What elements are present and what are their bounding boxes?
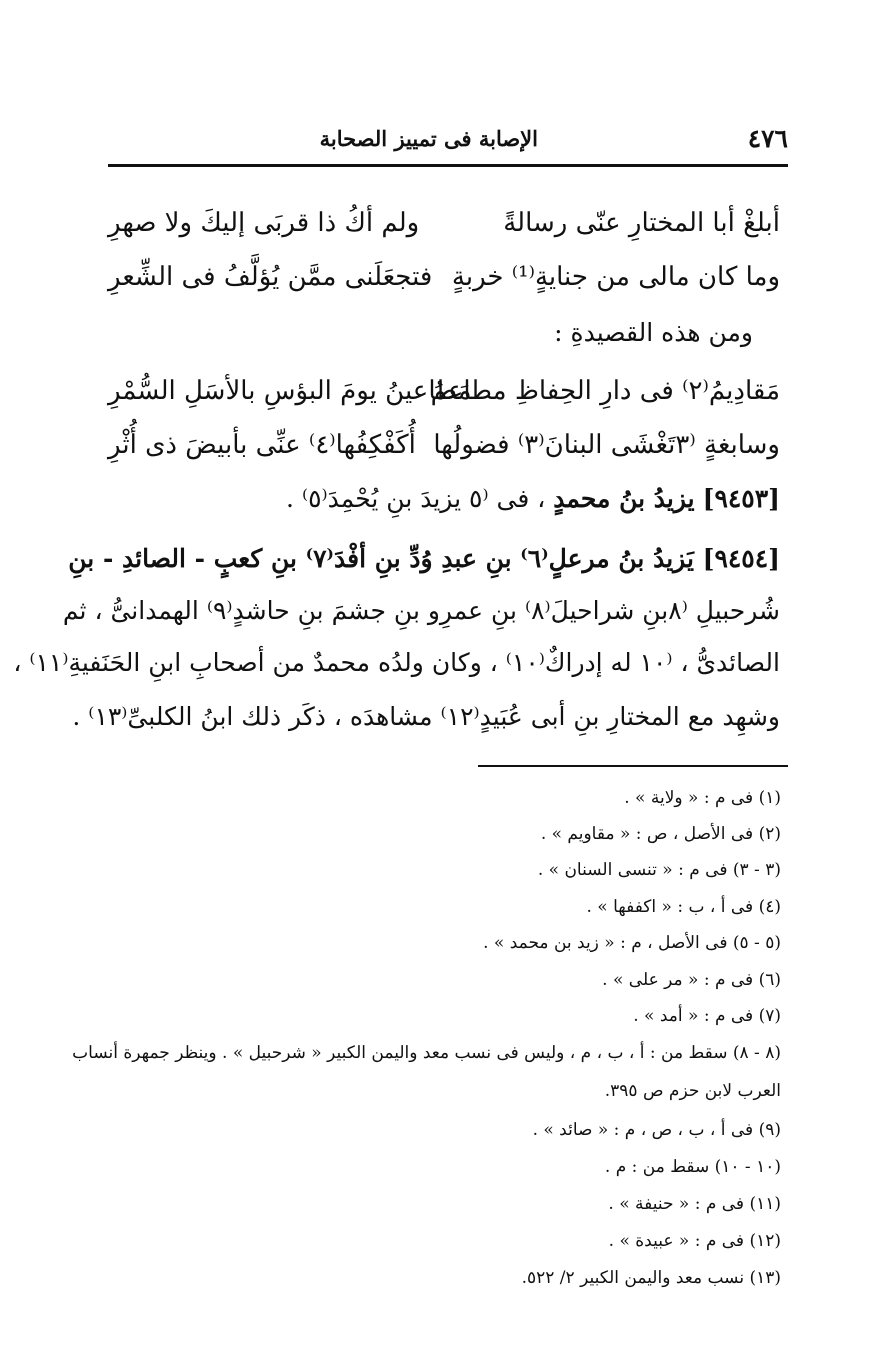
entry-9454-line: [٩٤٥٤] يَزيدُ بنُ مرعلٍ⁽٦⁾ بنِ عبدِ وُدِّ بنِ أفْدَ⁽٧⁾ بنِ كعبٍ - الصائدِ - بنِ xyxy=(68,544,780,573)
verse-line xyxy=(108,430,780,482)
verse-line xyxy=(108,376,780,428)
verse-hemistich-left: فتجعَلَنى ممَّن يُؤلَّفُ فى الشِّعرِ xyxy=(108,262,433,292)
footnote: (١٣) نسب معد واليمن الكبير ٢/ ٥٢٢. xyxy=(521,1268,781,1288)
verse-hemistich-left: مَطاعينُ يومَ البؤسِ بالأسَلِ السُّمْرِ xyxy=(108,376,472,406)
footnote-continuation: العرب لابن حزم ص ٣٩٥. xyxy=(604,1081,781,1101)
entry-9454-line: وشهِد مع المختارِ بنِ أبى عُبَيدٍ⁽١٢⁾ مشاهدَه ، ذكَر ذلك ابنُ الكلبىِّ⁽١٣⁾ . xyxy=(72,702,780,731)
entry-9453 xyxy=(108,484,780,513)
verse-hemistich-right: مَقادِيمُ⁽٢⁾ فى دارِ الحِفاظِ مطاعمُ xyxy=(430,376,780,406)
footnote: (٤) فى أ ، ب : « اكففها » . xyxy=(586,897,781,917)
qasida-intro: ومن هذه القصيدةِ : xyxy=(554,318,753,347)
footnote: (٣ - ٣) فى م : « تنسى السنان » . xyxy=(537,860,781,880)
entry-number: [٩٤٥٣] xyxy=(702,484,780,513)
page-header xyxy=(108,118,788,158)
entry-9454-line: شُرحبيلِ ⁽٨بنِ شراحيلَ⁽٨⁾ بنِ عمرِو بنِ جشمَ بنِ حاشدٍ⁽٩⁾ الهمدانىُّ ، ثم xyxy=(62,596,780,625)
footnote: (٦) فى م : « مر على » . xyxy=(602,970,781,990)
footnote: (٧) فى م : « أمد » . xyxy=(633,1006,781,1026)
entry-name: يزيدُ بنُ محمدٍ xyxy=(553,484,695,513)
page-number: ٤٧٦ xyxy=(747,124,788,153)
entry-text: ، فى ⁽٥ يزيدَ بنِ يُحْمِدَ⁽٥⁾ . xyxy=(286,484,546,513)
verse-hemistich-right: أبلغْ أبا المختارِ عنّى رسالةً xyxy=(503,208,780,238)
verse-hemistich-left: ولم أكُ ذا قربَى إليكَ ولا صهرِ xyxy=(108,208,420,238)
footnote: (١٢) فى م : « عبيدة » . xyxy=(608,1231,781,1251)
verse-hemistich-right: وسابغةٍ ⁽٣تَغْشَى البنانَ⁽٣⁾ فضولُها xyxy=(433,430,780,460)
footnote: (١) فى م : « ولاية » . xyxy=(624,788,781,808)
header-rule xyxy=(108,164,788,167)
footnote: (١٠ - ١٠) سقط من : م . xyxy=(604,1157,781,1177)
verse-hemistich-right: وما كان مالى من جنايةٍ⁽¹⁾ خربةٍ xyxy=(451,262,780,292)
footnote: (٢) فى الأصل ، ص : « مقاويم » . xyxy=(540,824,781,844)
footnote: (٥ - ٥) فى الأصل ، م : « زيد بن محمد » . xyxy=(483,933,781,953)
verse-line xyxy=(108,208,780,260)
verse-line xyxy=(108,262,780,314)
footnote-rule xyxy=(478,765,788,767)
footnote: (١١) فى م : « حنيفة » . xyxy=(608,1194,781,1214)
footnote: (٩) فى أ ، ب ، ص ، م : « صائد » . xyxy=(532,1120,781,1140)
entry-9454-line: الصائدىُّ ، ⁽١٠ له إدراكٌ⁽١٠⁾ ، وكان ولدُه محمدٌ من أصحابِ ابنِ الحَنَفيةِ⁽١١⁾ ، xyxy=(13,648,780,677)
verse-hemistich-left: أُكَفْكِفُها⁽٤⁾ عنِّى بأبيضَ ذى أُثْرِ xyxy=(108,430,416,460)
running-title: الإصابة فى تمييز الصحابة xyxy=(319,126,538,151)
footnote: (٨ - ٨) سقط من : أ ، ب ، م ، وليس فى نسب معد واليمن الكبير « شرحبيل » . وينظر جمهرة أنساب xyxy=(72,1043,781,1063)
